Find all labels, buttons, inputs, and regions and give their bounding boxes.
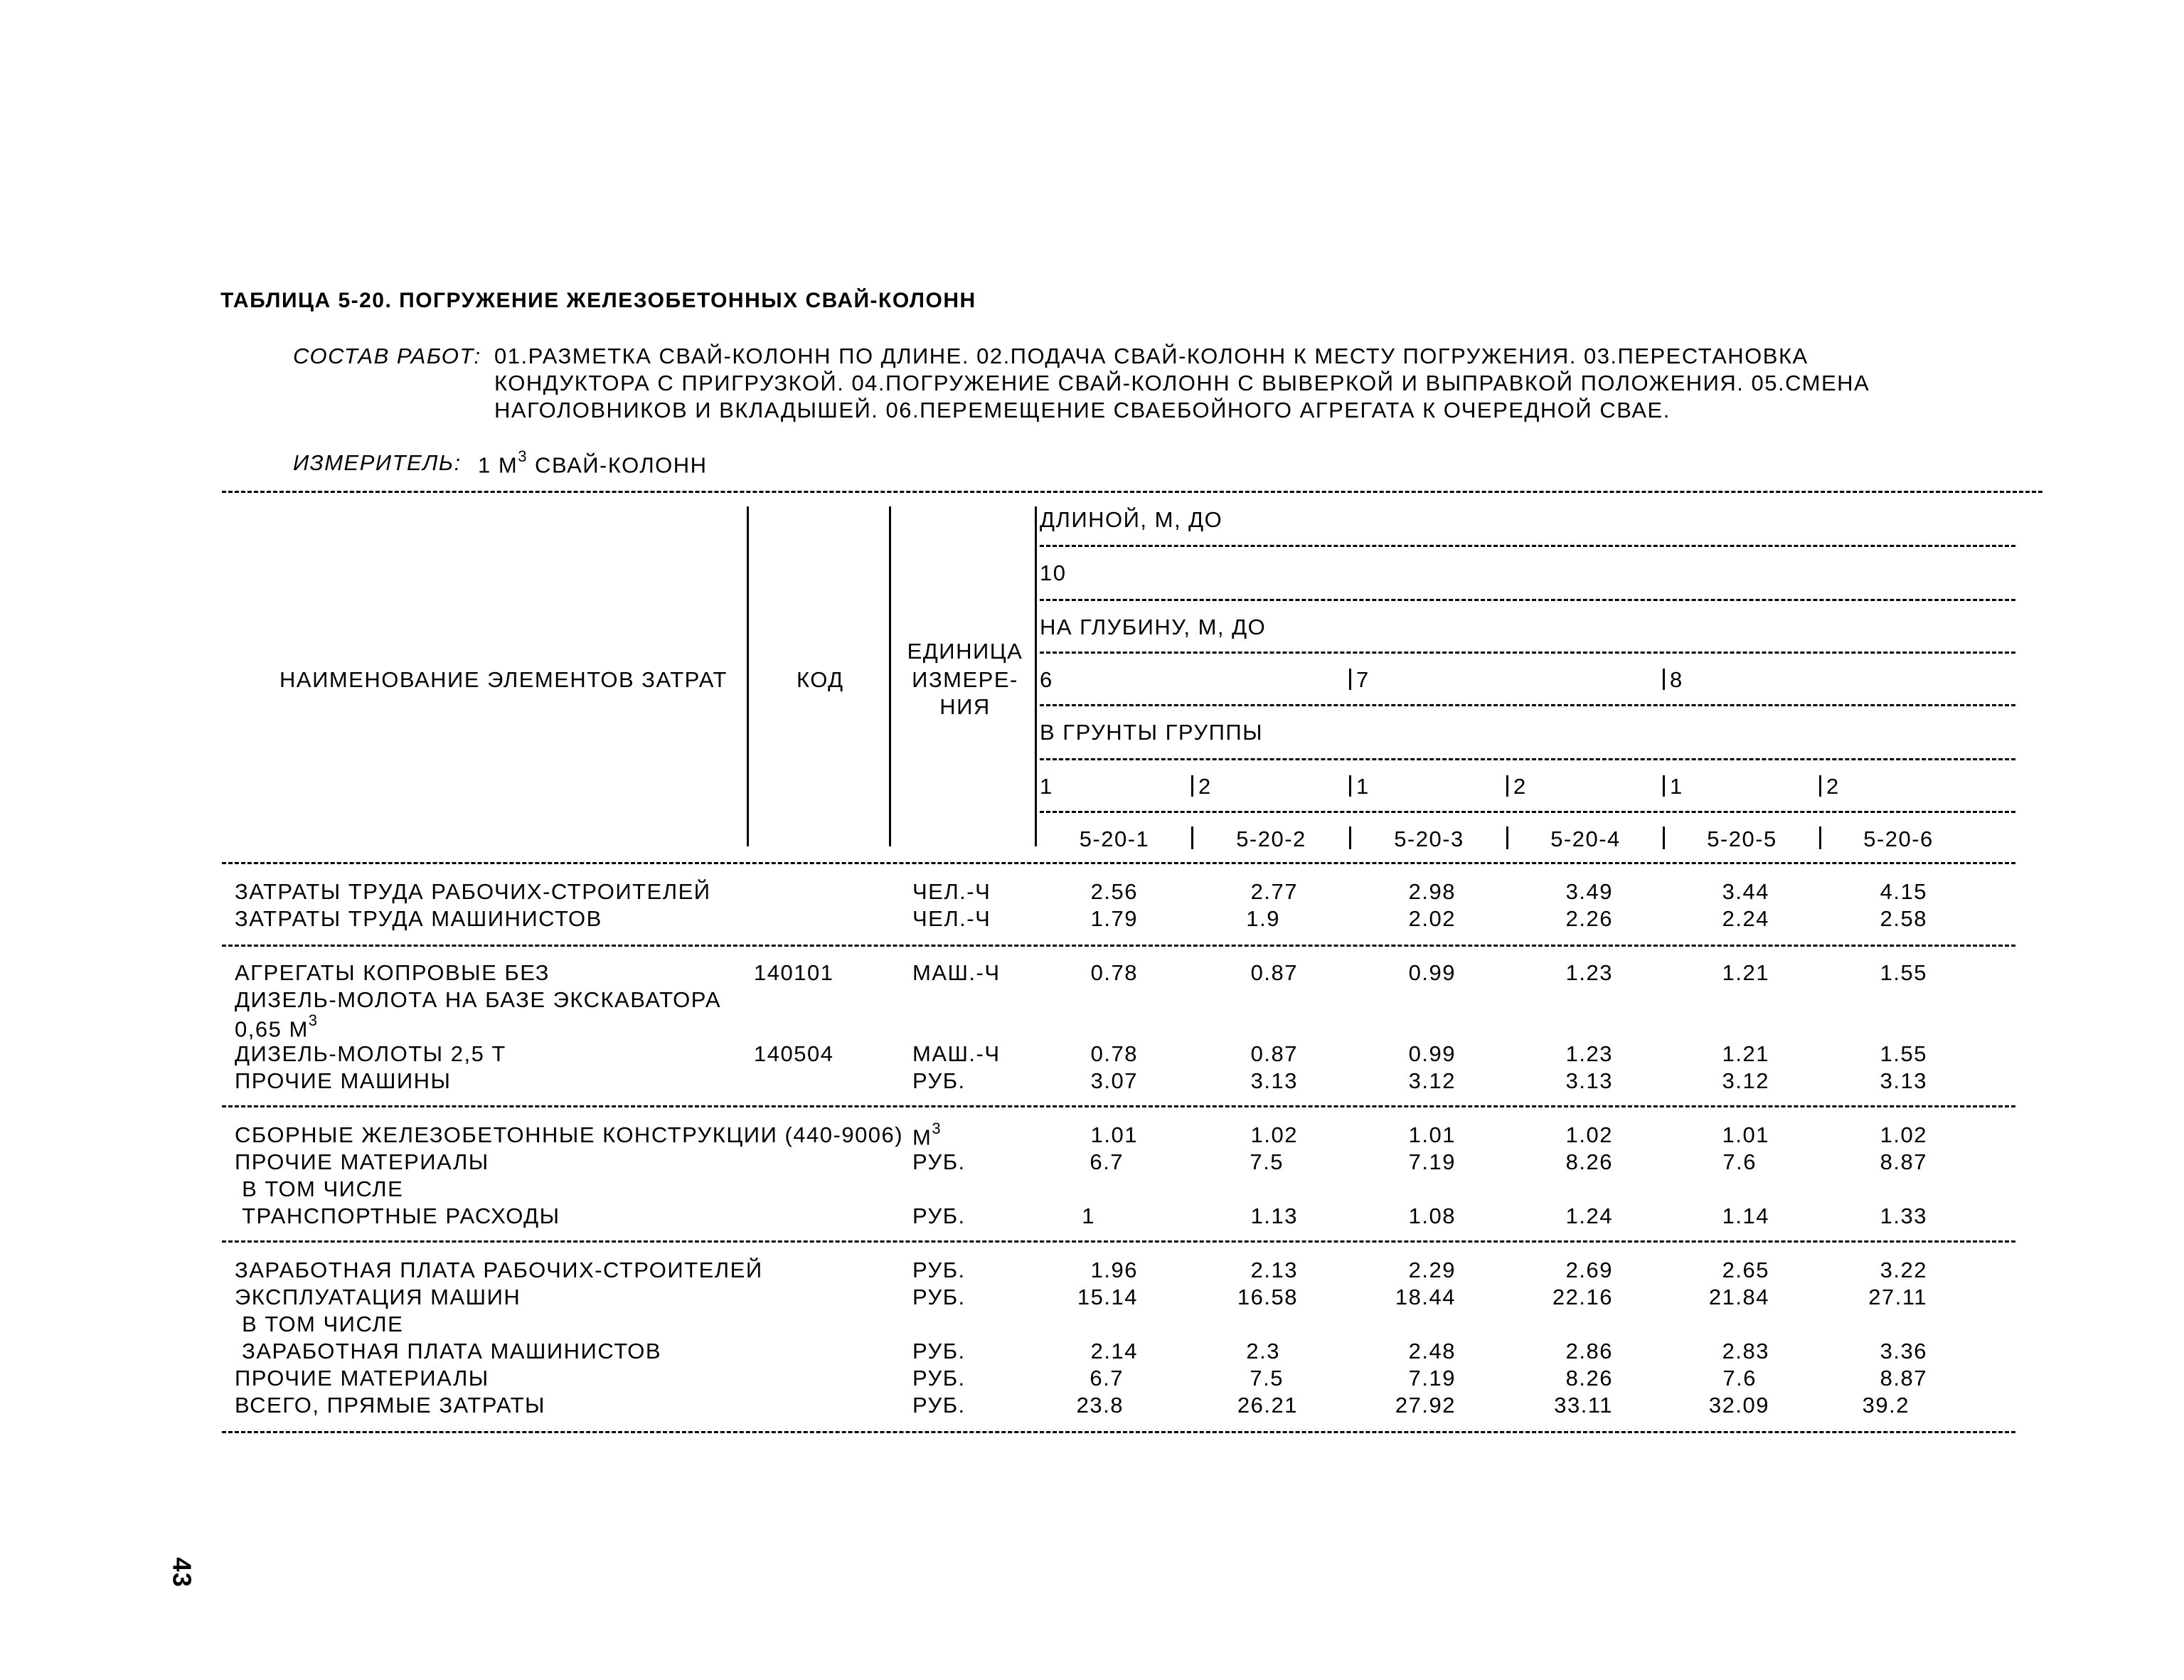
cost-item-unit: РУБ. — [912, 1339, 966, 1363]
header-depth-value: 7 — [1356, 667, 1370, 692]
cost-value: 1.9 — [1246, 906, 1280, 931]
cost-value: 1.02 — [1880, 1122, 1927, 1147]
column-separator — [1191, 826, 1193, 849]
header-soil-group: 2 — [1826, 774, 1840, 799]
cost-value: 3.13 — [1250, 1068, 1298, 1093]
cost-value: 1.02 — [1565, 1122, 1613, 1147]
divider — [1040, 545, 2015, 547]
cost-value: 2.26 — [1565, 906, 1613, 931]
cost-value: 7.19 — [1408, 1149, 1456, 1174]
composition-line: 01.РАЗМЕТКА СВАЙ-КОЛОНН ПО ДЛИНЕ. 02.ПОДАЧА СВАЙ-КОЛОНН К МЕСТУ ПОГРУЖЕНИЯ. 03.ПЕРЕСТАНОВКА — [494, 344, 1809, 368]
table-title: ТАБЛИЦА 5-20. ПОГРУЖЕНИЕ ЖЕЛЕЗОБЕТОННЫХ СВАЙ-КОЛОНН — [220, 289, 976, 312]
cost-item-name: ЗАРАБОТНАЯ ПЛАТА РАБОЧИХ-СТРОИТЕЛЕЙ — [235, 1258, 763, 1282]
cost-value: 2.24 — [1722, 906, 1769, 931]
cost-item-unit: РУБ. — [912, 1203, 966, 1228]
cost-value: 1.21 — [1722, 1041, 1769, 1066]
column-separator — [1663, 669, 1665, 690]
cost-value: 3.12 — [1408, 1068, 1456, 1093]
cost-value: 2.83 — [1722, 1339, 1769, 1363]
cost-value: 7.6 — [1722, 1149, 1757, 1174]
column-separator — [1819, 826, 1821, 849]
cost-value: 7.19 — [1408, 1366, 1456, 1391]
cost-item-name: ЗАТРАТЫ ТРУДА РАБОЧИХ-СТРОИТЕЛЕЙ — [235, 879, 711, 904]
cost-item-name: 0,65 $М^3$ — [235, 1011, 319, 1042]
header-code: 5-20-2 — [1236, 826, 1306, 851]
cost-value: 2.56 — [1090, 879, 1138, 904]
cost-value: 1.79 — [1090, 906, 1138, 931]
cost-value: 1 — [1082, 1203, 1095, 1228]
cost-item-unit: ЧЕЛ.-Ч — [912, 879, 991, 904]
cost-item-name: В ТОМ ЧИСЛЕ — [235, 1176, 404, 1201]
column-separator — [1663, 826, 1665, 849]
divider — [1040, 758, 2015, 760]
cost-item-unit: РУБ. — [912, 1258, 966, 1282]
cost-value: 2.14 — [1090, 1339, 1138, 1363]
cost-value: 8.87 — [1880, 1149, 1927, 1174]
header-unit-column: ИЗМЕРЕ- — [912, 667, 1018, 692]
cost-value: 8.26 — [1565, 1366, 1613, 1391]
composition-label: СОСТАВ РАБОТ: — [293, 344, 481, 368]
composition-line: НАГОЛОВНИКОВ И ВКЛАДЫШЕЙ. 06.ПЕРЕМЕЩЕНИЕ СВАЕБОЙНОГО АГРЕГАТА К ОЧЕРЕДНОЙ СВАЕ. — [494, 398, 1671, 422]
meter-label: ИЗМЕРИТЕЛЬ: — [293, 450, 462, 475]
cost-value: 1.21 — [1722, 960, 1769, 985]
header-soil-group: 1 — [1040, 774, 1053, 799]
cost-item-name: ЗАТРАТЫ ТРУДА МАШИНИСТОВ — [235, 906, 602, 931]
header-depth-label: НА ГЛУБИНУ, М, ДО — [1040, 615, 1267, 639]
cost-value: 1.55 — [1880, 960, 1927, 985]
cost-item-name: ВСЕГО, ПРЯМЫЕ ЗАТРАТЫ — [235, 1393, 545, 1418]
column-separator — [1349, 826, 1351, 849]
cost-value: 1.02 — [1250, 1122, 1298, 1147]
cost-value: 3.49 — [1565, 879, 1613, 904]
cost-item-unit: РУБ. — [912, 1366, 966, 1391]
cost-value: 27.92 — [1395, 1393, 1456, 1418]
cost-item-unit: $М^3$ — [912, 1120, 942, 1150]
cost-value: 8.87 — [1880, 1366, 1927, 1391]
cost-value: 0.78 — [1090, 960, 1138, 985]
column-separator — [1819, 775, 1821, 797]
cost-value: 3.12 — [1722, 1068, 1769, 1093]
cost-value: 2.13 — [1250, 1258, 1298, 1282]
cost-item-code: 140101 — [754, 960, 834, 985]
header-depth-value: 6 — [1040, 667, 1053, 692]
cost-value: 8.26 — [1565, 1149, 1613, 1174]
cost-value: 6.7 — [1090, 1149, 1124, 1174]
cost-value: 1.55 — [1880, 1041, 1927, 1066]
header-code: 5-20-1 — [1079, 826, 1150, 851]
column-separator — [1506, 775, 1508, 797]
cost-value: 23.8 — [1076, 1393, 1124, 1418]
header-depth-value: 8 — [1670, 667, 1683, 692]
cost-item-name: ДИЗЕЛЬ-МОЛОТА НА БАЗЕ ЭКСКАВАТОРА — [235, 987, 722, 1012]
cost-item-unit: РУБ. — [912, 1068, 966, 1093]
cost-value: 1.33 — [1880, 1203, 1927, 1228]
cost-item-unit: РУБ. — [912, 1149, 966, 1174]
cost-value: 18.44 — [1395, 1285, 1456, 1309]
cost-value: 3.44 — [1722, 879, 1769, 904]
column-separator — [1663, 775, 1665, 797]
cost-value: 4.15 — [1880, 879, 1927, 904]
cost-value: 33.11 — [1554, 1393, 1613, 1418]
cost-item-name: ПРОЧИЕ МАШИНЫ — [235, 1068, 452, 1093]
cost-item-name: ТРАНСПОРТНЫЕ РАСХОДЫ — [235, 1203, 560, 1228]
cost-value: 7.5 — [1250, 1149, 1284, 1174]
divider — [1040, 811, 2015, 813]
cost-item-name: ЗАРАБОТНАЯ ПЛАТА МАШИНИСТОВ — [235, 1339, 662, 1363]
cost-value: 1.24 — [1565, 1203, 1613, 1228]
header-soil-group: 1 — [1356, 774, 1370, 799]
header-length-value: 10 — [1040, 560, 1067, 585]
header-name-column: НАИМЕНОВАНИЕ ЭЛЕМЕНТОВ ЗАТРАТ — [279, 667, 728, 692]
header-code: 5-20-5 — [1707, 826, 1777, 851]
cost-value: 3.13 — [1565, 1068, 1613, 1093]
cost-item-name: В ТОМ ЧИСЛЕ — [235, 1312, 404, 1336]
header-soil-group: 2 — [1513, 774, 1527, 799]
cost-value: 2.02 — [1408, 906, 1456, 931]
cost-item-unit: РУБ. — [912, 1393, 966, 1418]
cost-item-unit: МАШ.-Ч — [912, 1041, 1001, 1066]
header-soil-group: 2 — [1198, 774, 1212, 799]
cost-value: 26.21 — [1237, 1393, 1298, 1418]
cost-value: 7.6 — [1722, 1366, 1757, 1391]
divider — [222, 1105, 2015, 1107]
column-separator — [1349, 669, 1351, 690]
cost-value: 1.23 — [1565, 960, 1613, 985]
header-length-label: ДЛИНОЙ, М, ДО — [1040, 507, 1223, 532]
composition-line: КОНДУКТОРА С ПРИГРУЗКОЙ. 04.ПОГРУЖЕНИЕ СВАЙ-КОЛОНН С ВЫВЕРКОЙ И ВЫПРАВКОЙ ПОЛОЖЕНИЯ. 05.СМЕНА — [494, 371, 1870, 395]
column-separator — [1349, 775, 1351, 797]
cost-value: 2.65 — [1722, 1258, 1769, 1282]
cost-value: 2.58 — [1880, 906, 1927, 931]
cost-value: 2.98 — [1408, 879, 1456, 904]
cost-value: 1.14 — [1722, 1203, 1769, 1228]
header-soil-group: 1 — [1670, 774, 1683, 799]
header-code: 5-20-3 — [1394, 826, 1464, 851]
cost-item-name: ПРОЧИЕ МАТЕРИАЛЫ — [235, 1149, 489, 1174]
meter-value: 1 $М^3$ СВАЙ-КОЛОНН — [478, 447, 708, 478]
cost-value: 3.13 — [1880, 1068, 1927, 1093]
header-soil-label: В ГРУНТЫ ГРУППЫ — [1040, 720, 1264, 745]
column-separator — [1506, 826, 1508, 849]
cost-value: 22.16 — [1552, 1285, 1613, 1309]
cost-value: 0.78 — [1090, 1041, 1138, 1066]
cost-value: 0.99 — [1408, 960, 1456, 985]
header-code: 5-20-6 — [1863, 826, 1934, 851]
cost-value: 0.99 — [1408, 1041, 1456, 1066]
cost-value: 1.23 — [1565, 1041, 1613, 1066]
cost-value: 27.11 — [1868, 1285, 1927, 1309]
column-separator — [747, 506, 749, 846]
column-separator — [1035, 506, 1037, 846]
divider — [1040, 599, 2015, 601]
column-separator — [889, 506, 891, 846]
cost-value: 3.22 — [1880, 1258, 1927, 1282]
cost-value: 21.84 — [1708, 1285, 1769, 1309]
header-unit-column: НИЯ — [939, 694, 991, 719]
cost-value: 2.77 — [1250, 879, 1298, 904]
cost-value: 1.08 — [1408, 1203, 1456, 1228]
cost-value: 3.07 — [1090, 1068, 1138, 1093]
cost-value: 2.69 — [1565, 1258, 1613, 1282]
cost-value: 15.14 — [1077, 1285, 1138, 1309]
cost-value: 3.36 — [1880, 1339, 1927, 1363]
cost-item-code: 140504 — [754, 1041, 834, 1066]
page-number: 43 — [167, 1557, 197, 1588]
cost-value: 1.96 — [1090, 1258, 1138, 1282]
divider — [222, 1431, 2015, 1433]
cost-item-name: ЭКСПЛУАТАЦИЯ МАШИН — [235, 1285, 521, 1309]
cost-value: 39.2 — [1862, 1393, 1909, 1418]
cost-value: 0.87 — [1250, 960, 1298, 985]
header-unit-column: ЕДИНИЦА — [907, 639, 1023, 664]
cost-item-name: ПРОЧИЕ МАТЕРИАЛЫ — [235, 1366, 489, 1391]
divider — [1040, 652, 2015, 654]
header-code-column: КОД — [797, 667, 844, 692]
cost-value: 2.3 — [1246, 1339, 1280, 1363]
cost-item-name: ДИЗЕЛЬ-МОЛОТЫ 2,5 Т — [235, 1041, 506, 1066]
header-code: 5-20-4 — [1550, 826, 1621, 851]
divider — [222, 945, 2015, 947]
cost-item-unit: МАШ.-Ч — [912, 960, 1001, 985]
divider — [222, 862, 2015, 864]
cost-value: 0.87 — [1250, 1041, 1298, 1066]
divider — [222, 491, 2042, 493]
cost-value: 16.58 — [1237, 1285, 1298, 1309]
cost-value: 7.5 — [1250, 1366, 1284, 1391]
divider — [1040, 704, 2015, 706]
cost-value: 6.7 — [1090, 1366, 1124, 1391]
cost-value: 2.48 — [1408, 1339, 1456, 1363]
column-separator — [1191, 775, 1193, 797]
cost-item-unit: РУБ. — [912, 1285, 966, 1309]
divider — [222, 1240, 2015, 1243]
cost-value: 2.86 — [1565, 1339, 1613, 1363]
cost-item-unit: ЧЕЛ.-Ч — [912, 906, 991, 931]
cost-value: 1.01 — [1722, 1122, 1769, 1147]
cost-value: 2.29 — [1408, 1258, 1456, 1282]
cost-value: 32.09 — [1708, 1393, 1769, 1418]
cost-value: 1.01 — [1090, 1122, 1138, 1147]
cost-item-name: АГРЕГАТЫ КОПРОВЫЕ БЕЗ — [235, 960, 550, 985]
cost-value: 1.13 — [1250, 1203, 1298, 1228]
cost-item-name: СБОРНЫЕ ЖЕЛЕЗОБЕТОННЫЕ КОНСТРУКЦИИ (440-9006) — [235, 1122, 904, 1147]
cost-value: 1.01 — [1408, 1122, 1456, 1147]
